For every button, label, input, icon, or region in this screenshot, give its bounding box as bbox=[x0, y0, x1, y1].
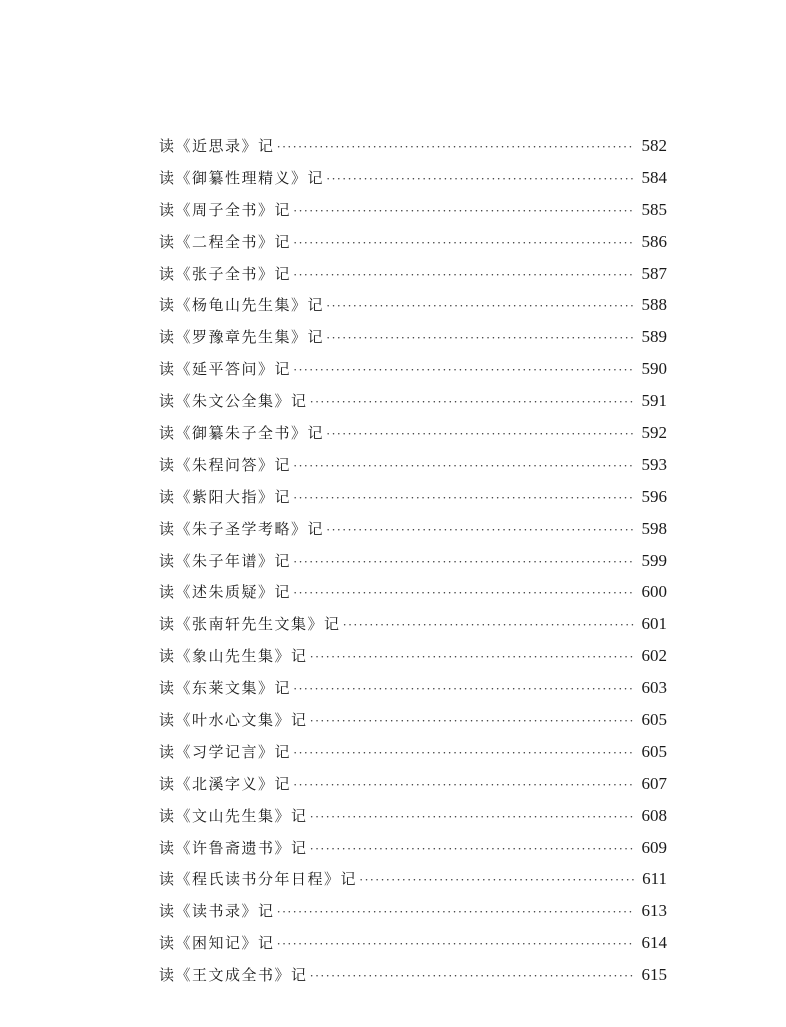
toc-entry[interactable] bbox=[159, 927, 667, 959]
dot-leader bbox=[293, 450, 635, 482]
dot-leader bbox=[293, 737, 635, 769]
dot-leader bbox=[293, 546, 635, 578]
toc-entry[interactable] bbox=[159, 481, 667, 513]
toc-entry-title: 读《读书录》记 bbox=[159, 902, 275, 921]
toc-entry-title: 读《延平答问》记 bbox=[159, 360, 292, 379]
toc-entry[interactable] bbox=[159, 258, 667, 290]
toc-entry-page: 609 bbox=[641, 837, 667, 857]
toc-entry[interactable] bbox=[159, 321, 667, 353]
toc-entry[interactable] bbox=[159, 226, 667, 258]
toc-entry-title: 读《习学记言》记 bbox=[159, 742, 292, 761]
toc-entry[interactable] bbox=[159, 289, 667, 321]
dot-leader bbox=[343, 609, 635, 641]
toc-entry-title: 读《王文成全书》记 bbox=[159, 966, 308, 985]
toc-entry-title: 读《杨龟山先生集》记 bbox=[159, 296, 325, 315]
dot-leader bbox=[326, 418, 635, 450]
toc-entry-page: 598 bbox=[641, 518, 667, 538]
toc-entry[interactable] bbox=[159, 385, 667, 417]
toc-entry-page: 591 bbox=[641, 391, 667, 411]
toc-entry-page: 586 bbox=[641, 231, 667, 251]
toc-entry-page: 582 bbox=[641, 136, 667, 155]
toc-entry-title: 读《文山先生集》记 bbox=[159, 806, 308, 825]
toc-entry-page: 613 bbox=[641, 901, 667, 921]
toc-entry-page: 592 bbox=[641, 423, 667, 443]
toc-entry[interactable] bbox=[159, 162, 667, 194]
toc-entry-title: 读《御纂朱子全书》记 bbox=[159, 424, 325, 443]
toc-entry-page: 585 bbox=[641, 199, 667, 219]
toc-entry-page: 605 bbox=[641, 741, 667, 761]
dot-leader bbox=[359, 864, 635, 896]
toc-entry-title: 读《朱文公全集》记 bbox=[159, 392, 308, 411]
toc-entry[interactable] bbox=[159, 704, 667, 736]
toc-entry-page: 599 bbox=[641, 550, 667, 570]
toc-entry-title: 读《二程全书》记 bbox=[159, 232, 292, 251]
dot-leader bbox=[277, 131, 635, 163]
toc-entry-title: 读《张南轩先生文集》记 bbox=[159, 615, 341, 634]
toc-entry-page: 593 bbox=[641, 454, 667, 474]
dot-leader bbox=[326, 290, 635, 322]
toc-entry[interactable] bbox=[159, 353, 667, 385]
dot-leader bbox=[310, 801, 635, 833]
toc-entry-title: 读《罗豫章先生集》记 bbox=[159, 328, 325, 347]
toc-entry-title: 读《周子全书》记 bbox=[159, 200, 292, 219]
toc-entry[interactable] bbox=[159, 736, 667, 768]
toc-entry-page: 614 bbox=[641, 933, 667, 953]
dot-leader bbox=[310, 705, 635, 737]
toc-entry-page: 601 bbox=[641, 614, 667, 634]
dot-leader bbox=[310, 960, 635, 992]
toc-entry[interactable] bbox=[159, 832, 667, 864]
toc-entry-title: 读《朱程问答》记 bbox=[159, 455, 292, 474]
toc-entry-title: 读《许鲁斋遗书》记 bbox=[159, 838, 308, 857]
toc-entry-title: 读《御纂性理精义》记 bbox=[159, 168, 325, 187]
toc-entry[interactable] bbox=[159, 640, 667, 672]
dot-leader bbox=[310, 386, 635, 418]
toc-entry-title: 读《象山先生集》记 bbox=[159, 647, 308, 666]
toc-entry[interactable] bbox=[159, 417, 667, 449]
toc-entry[interactable] bbox=[159, 800, 667, 832]
toc-entry-page: 602 bbox=[641, 646, 667, 666]
dot-leader bbox=[293, 673, 635, 705]
toc-entry[interactable] bbox=[159, 959, 667, 991]
toc-entry-title: 读《近思录》记 bbox=[159, 137, 275, 155]
dot-leader bbox=[310, 833, 635, 865]
dot-leader bbox=[293, 195, 635, 227]
dot-leader bbox=[310, 641, 635, 673]
toc-entry-page: 607 bbox=[641, 773, 667, 793]
toc-entry[interactable] bbox=[159, 449, 667, 481]
toc-entry[interactable] bbox=[159, 576, 667, 608]
toc-entry[interactable] bbox=[159, 672, 667, 704]
dot-leader bbox=[293, 354, 635, 386]
dot-leader bbox=[293, 577, 635, 609]
dot-leader bbox=[277, 896, 635, 928]
toc-entry[interactable] bbox=[159, 513, 667, 545]
dot-leader bbox=[326, 514, 635, 546]
dot-leader bbox=[293, 259, 635, 291]
toc-entry-page: 584 bbox=[641, 167, 667, 187]
toc-entry[interactable] bbox=[159, 895, 667, 927]
toc-entry-page: 596 bbox=[641, 486, 667, 506]
toc-entry-title: 读《东莱文集》记 bbox=[159, 679, 292, 698]
toc-entry-page: 603 bbox=[641, 678, 667, 698]
dot-leader bbox=[277, 928, 635, 960]
toc-entry-page: 588 bbox=[641, 295, 667, 315]
dot-leader bbox=[326, 322, 635, 354]
dot-leader bbox=[293, 769, 635, 801]
dot-leader bbox=[293, 482, 635, 514]
toc-entry-title: 读《张子全书》记 bbox=[159, 264, 292, 283]
toc-entry-title: 读《叶水心文集》记 bbox=[159, 711, 308, 730]
dot-leader bbox=[293, 227, 635, 259]
toc-entry-page: 615 bbox=[641, 965, 667, 985]
dot-leader bbox=[326, 163, 635, 195]
toc-entry[interactable] bbox=[159, 863, 667, 895]
toc-entry[interactable] bbox=[159, 608, 667, 640]
toc-entry-page: 590 bbox=[641, 359, 667, 379]
table-of-contents bbox=[159, 130, 667, 991]
toc-entry-title: 读《述朱质疑》记 bbox=[159, 583, 292, 602]
toc-entry-title: 读《紫阳大指》记 bbox=[159, 487, 292, 506]
toc-entry-title: 读《北溪字义》记 bbox=[159, 774, 292, 793]
toc-entry-page: 608 bbox=[641, 805, 667, 825]
toc-entry-page: 600 bbox=[641, 582, 667, 602]
toc-entry-page: 589 bbox=[641, 327, 667, 347]
toc-entry-title: 读《朱子圣学考略》记 bbox=[159, 519, 325, 538]
toc-entry-page: 587 bbox=[641, 263, 667, 283]
toc-entry-title: 读《困知记》记 bbox=[159, 934, 275, 953]
toc-entry-title: 读《程氏读书分年日程》记 bbox=[159, 870, 358, 889]
toc-entry[interactable] bbox=[159, 130, 667, 162]
toc-entry[interactable] bbox=[159, 194, 667, 226]
toc-entry[interactable] bbox=[159, 768, 667, 800]
toc-entry-page: 611 bbox=[642, 869, 667, 889]
toc-entry-title: 读《朱子年谱》记 bbox=[159, 551, 292, 570]
toc-entry-page: 605 bbox=[641, 710, 667, 730]
toc-entry[interactable] bbox=[159, 545, 667, 577]
